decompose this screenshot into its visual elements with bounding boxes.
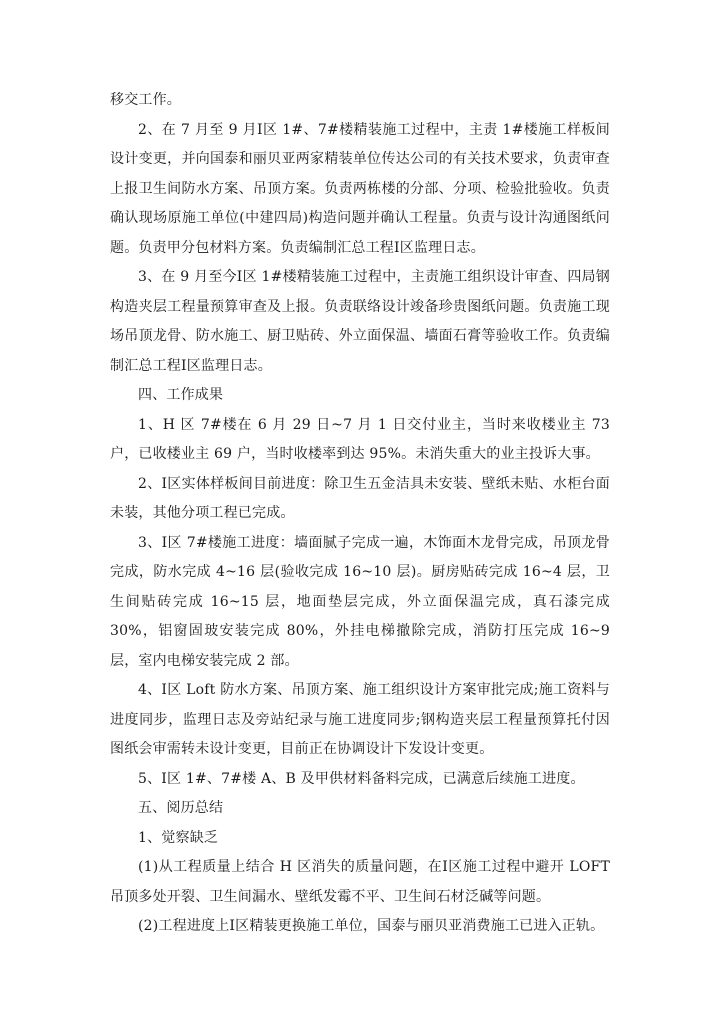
paragraph-item-2: 2、在 7 月至 9 月Ⅰ区 1#、7#楼精装施工过程中，主责 1#楼施工样板间设计变更，并向国泰和丽贝亚两家精装单位传达公司的有关技术要求，负责审查上报卫生间防水方案、吊顶方案。负责两栋楼的分部、分项、检验批验收。负责确认现场原施工单位(中建四局)构造问题并确认工程量。负责与设计沟通图纸问题。负责甲分包材料方案。负责编制汇总工程Ⅰ区监理日志。 — [110, 121, 610, 256]
paragraph-result-4: 4、Ⅰ区 Loft 防水方案、吊顶方案、施工组织设计方案审批完成;施工资料与进度同步，监理日志及旁站纪录与施工进度同步;钢构造夹层工程量预算托付因图纸会审需转未设计变更，目前正在协调设计下发设计变更。 — [110, 682, 610, 757]
subsection-heading-shortcomings: 1、觉察缺乏 — [138, 829, 219, 846]
paragraph-result-1: 1、H 区 7#楼在 6 月 29 日~7 月 1 日交付业主，当时来收楼业主 73 户，已收楼业主 69 户，当时收楼率到达 95%。未消失重大的业主投诉大事。 — [110, 416, 610, 462]
section-heading-experience-summary: 五、阅历总结 — [138, 800, 224, 816]
paragraph-result-3: 3、Ⅰ区 7#楼施工进度：墙面腻子完成一遍，木饰面木龙骨完成，吊顶龙骨完成，防水完成 4~16 层(验收完成 16~10 层)。厨房贴砖完成 16~4 层，卫生间贴砖完成 16~15 层，地面垫层完成，外立面保温完成，真石漆完成 30%，铝窗固玻安装完成 80%，外挂电梯撤除完成，消防打压完成 16~9 层，室内电梯安装完成 2 部。 — [110, 534, 610, 669]
paragraph-item-3: 3、在 9 月至今Ⅰ区 1#楼精装施工过程中，主责施工组织设计审查、四局钢构造夹层工程量预算审查及上报。负责联络设计竣备珍贵图纸问题。负责施工现场吊顶龙骨、防水施工、厨卫贴砖、外立面保温、墙面石膏等验收工作。负责编制汇总工程Ⅰ区监理日志。 — [110, 269, 610, 374]
paragraph-result-2: 2、Ⅰ区实体样板间目前进度：除卫生五金洁具未安装、壁纸未贴、水柜台面未装，其他分项工程已完成。 — [110, 475, 610, 521]
paragraph-result-5: 5、Ⅰ区 1#、7#楼 A、B 及甲供材料备料完成，已满意后续施工进度。 — [138, 770, 585, 787]
document-page — [110, 86, 610, 942]
paragraph-shortcoming-1: (1)从工程质量上结合 H 区消失的质量问题，在Ⅰ区施工过程中避开 LOFT 吊顶多处开裂、卫生间漏水、壁纸发霉不平、卫生间石材泛碱等问题。 — [110, 859, 610, 905]
paragraph-shortcoming-2: (2)工程进度上Ⅰ区精装更换施工单位，国泰与丽贝亚消费施工已进入正轨。 — [138, 918, 605, 934]
section-heading-work-results: 四、工作成果 — [138, 387, 224, 403]
paragraph-continuation: 移交工作。 — [110, 92, 181, 108]
